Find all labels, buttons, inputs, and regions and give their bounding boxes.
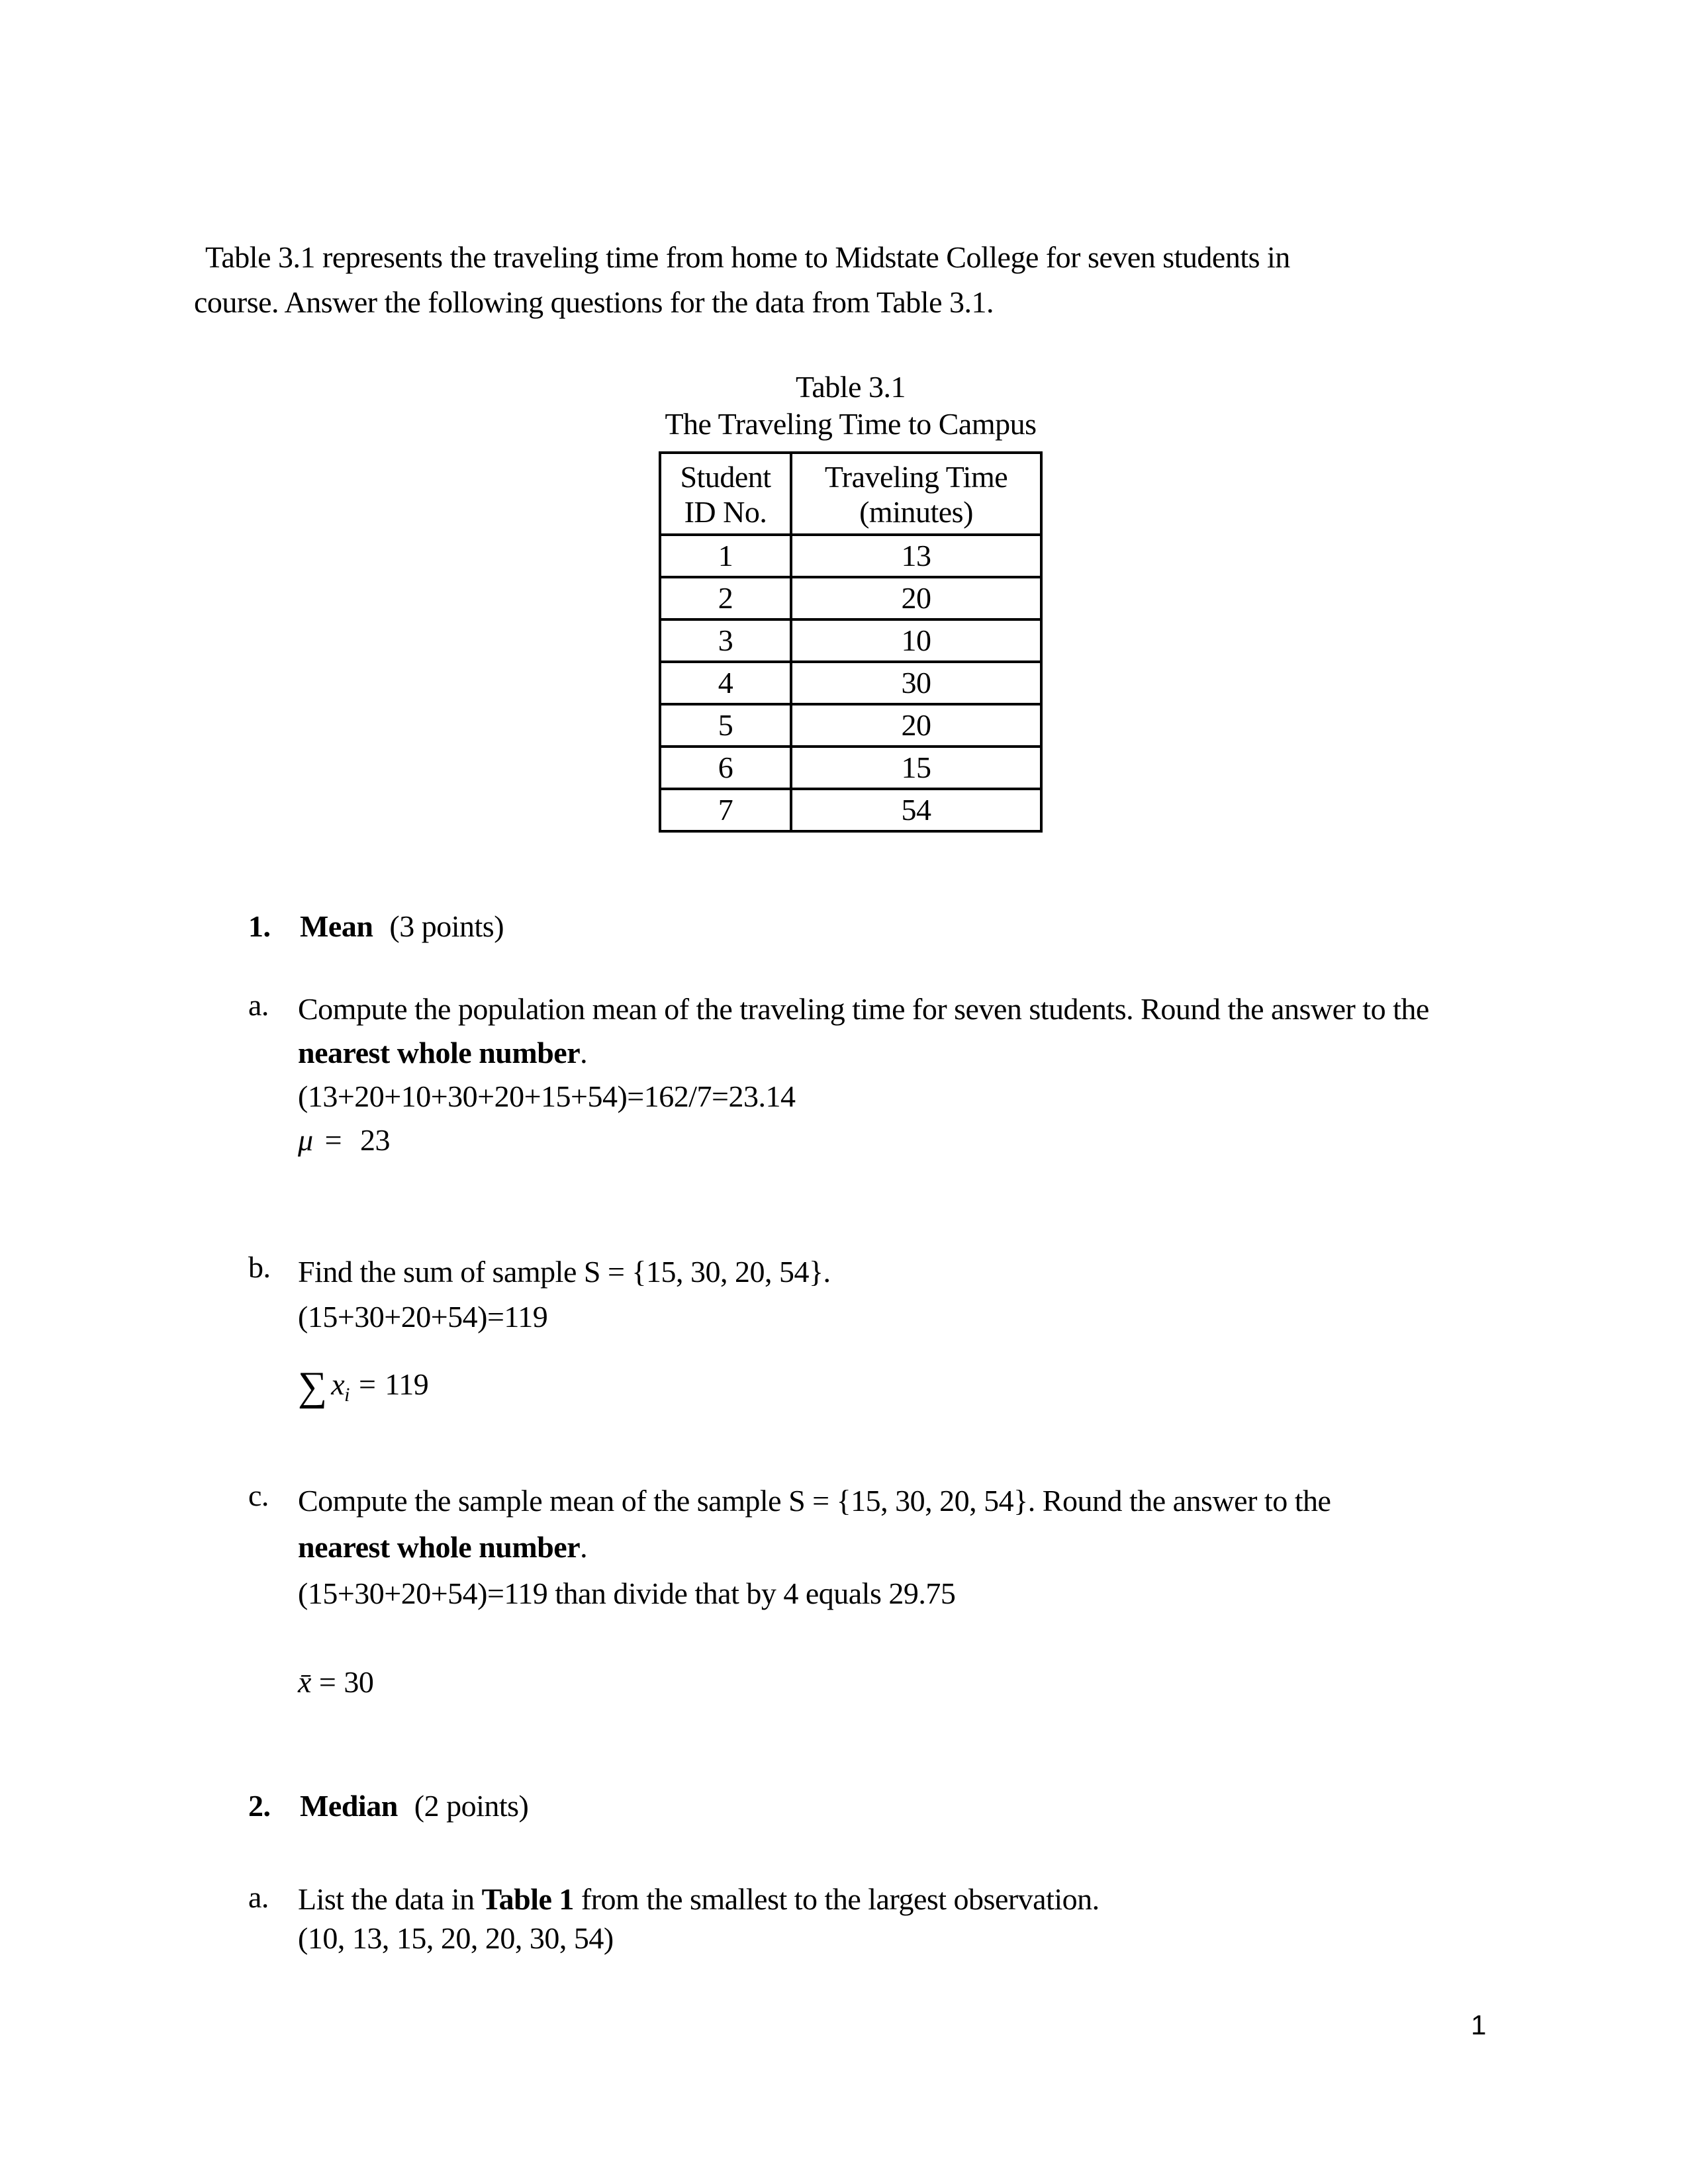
item-1b-text-line1: Find the sum of sample S = {15, 30, 20, 54}. — [298, 1255, 831, 1289]
item-1a-text-line2 — [298, 1031, 1605, 1075]
mu-symbol: μ — [298, 1123, 313, 1157]
cell-time: 54 — [791, 789, 1041, 831]
cell-time: 20 — [791, 577, 1041, 619]
item-1a — [248, 987, 1605, 1162]
item-1b-answer-formula — [298, 1362, 1605, 1418]
header-student-id-line1: Student — [680, 460, 771, 494]
x-variable: x — [331, 1367, 345, 1401]
table-row — [660, 789, 1041, 831]
equals-sign: = — [324, 1123, 342, 1157]
item-1c-work: (15+30+20+54)=119 than divide that by 4 equals 29.75 — [298, 1576, 956, 1610]
item-1c-bold-phrase: nearest whole number — [298, 1530, 581, 1564]
traveling-time-table — [659, 451, 1043, 833]
cell-student-id: 6 — [660, 747, 791, 789]
mean-value: 23 — [360, 1123, 391, 1157]
section-2-title: Median — [300, 1789, 398, 1823]
header-traveling-time-line2: (minutes) — [859, 495, 973, 529]
page-number: 1 — [1471, 2009, 1487, 2040]
cell-student-id: 3 — [660, 619, 791, 662]
item-1a-text-line1: Compute the population mean of the traveling time for seven students. Round the answer to the — [298, 992, 1429, 1026]
item-1c-text-line2 — [298, 1524, 1605, 1570]
item-1c — [248, 1478, 1605, 1706]
cell-student-id: 4 — [660, 662, 791, 704]
section-1-heading — [248, 907, 504, 946]
table-row — [660, 619, 1041, 662]
cell-time: 15 — [791, 747, 1041, 789]
cell-time: 20 — [791, 704, 1041, 747]
cell-student-id: 7 — [660, 789, 791, 831]
item-1c-label: c. — [248, 1479, 269, 1512]
section-1-title: Mean — [300, 909, 373, 943]
item-1c-period: . — [580, 1530, 588, 1564]
x-bar-symbol: x̄ — [298, 1665, 311, 1699]
item-2a-work: (10, 13, 15, 20, 20, 30, 54) — [298, 1921, 614, 1955]
section-2-points: (2 points) — [414, 1789, 529, 1823]
intro-paragraph — [194, 235, 1551, 325]
item-1c-text-line1: Compute the sample mean of the sample S = {15, 30, 20, 54}. Round the answer to the — [298, 1484, 1331, 1518]
item-1a-work: (13+20+10+30+20+15+54)=162/7=23.14 — [298, 1079, 796, 1113]
item-1a-answer-formula — [298, 1118, 1605, 1162]
cell-student-id: 2 — [660, 577, 791, 619]
intro-line-1: Table 3.1 represents the traveling time from home to Midstate College for seven students in — [205, 240, 1290, 274]
cell-student-id: 1 — [660, 535, 791, 577]
sum-value: 119 — [385, 1367, 429, 1401]
cell-time: 30 — [791, 662, 1041, 704]
table-block — [626, 369, 1076, 833]
item-2a-text-line1 — [298, 1880, 1605, 1919]
table-row — [660, 535, 1041, 577]
table-caption-title: The Traveling Time to Campus — [665, 407, 1037, 441]
table-row — [660, 747, 1041, 789]
header-traveling-time — [791, 453, 1041, 535]
section-1-number: 1. — [248, 909, 271, 943]
table-caption-number: Table 3.1 — [795, 370, 906, 404]
item-1c-answer-formula — [298, 1659, 1605, 1706]
table-row — [660, 662, 1041, 704]
item-1b — [248, 1250, 1605, 1418]
sample-mean-value: 30 — [344, 1665, 374, 1699]
table-header-row — [660, 453, 1041, 535]
item-2a-text-post: from the smallest to the largest observation. — [573, 1882, 1100, 1916]
section-2-heading — [248, 1786, 528, 1826]
section-2-number: 2. — [248, 1789, 271, 1823]
item-2a — [248, 1880, 1605, 1958]
item-1a-period: . — [580, 1036, 588, 1069]
intro-line-2: course. Answer the following questions for the data from Table 3.1. — [194, 285, 994, 319]
table-row — [660, 704, 1041, 747]
subscript-i: i — [344, 1384, 350, 1406]
item-1a-bold-phrase: nearest whole number — [298, 1036, 581, 1069]
item-2a-bold-phrase: Table 1 — [481, 1882, 574, 1916]
item-1b-work: (15+30+20+54)=119 — [298, 1300, 548, 1334]
cell-student-id: 5 — [660, 704, 791, 747]
equals-sign: = — [318, 1665, 336, 1699]
cell-time: 10 — [791, 619, 1041, 662]
item-1b-label: b. — [248, 1250, 271, 1284]
section-1-points: (3 points) — [389, 909, 504, 943]
equals-sign: = — [358, 1367, 376, 1401]
item-2a-label: a. — [248, 1880, 269, 1914]
item-2a-text-pre: List the data in — [298, 1882, 482, 1916]
table-row — [660, 577, 1041, 619]
header-student-id — [660, 453, 791, 535]
item-1a-label: a. — [248, 988, 269, 1022]
cell-time: 13 — [791, 535, 1041, 577]
header-traveling-time-line1: Traveling Time — [824, 460, 1008, 494]
header-student-id-line2: ID No. — [684, 495, 767, 529]
sigma-symbol: ∑ — [298, 1364, 328, 1409]
